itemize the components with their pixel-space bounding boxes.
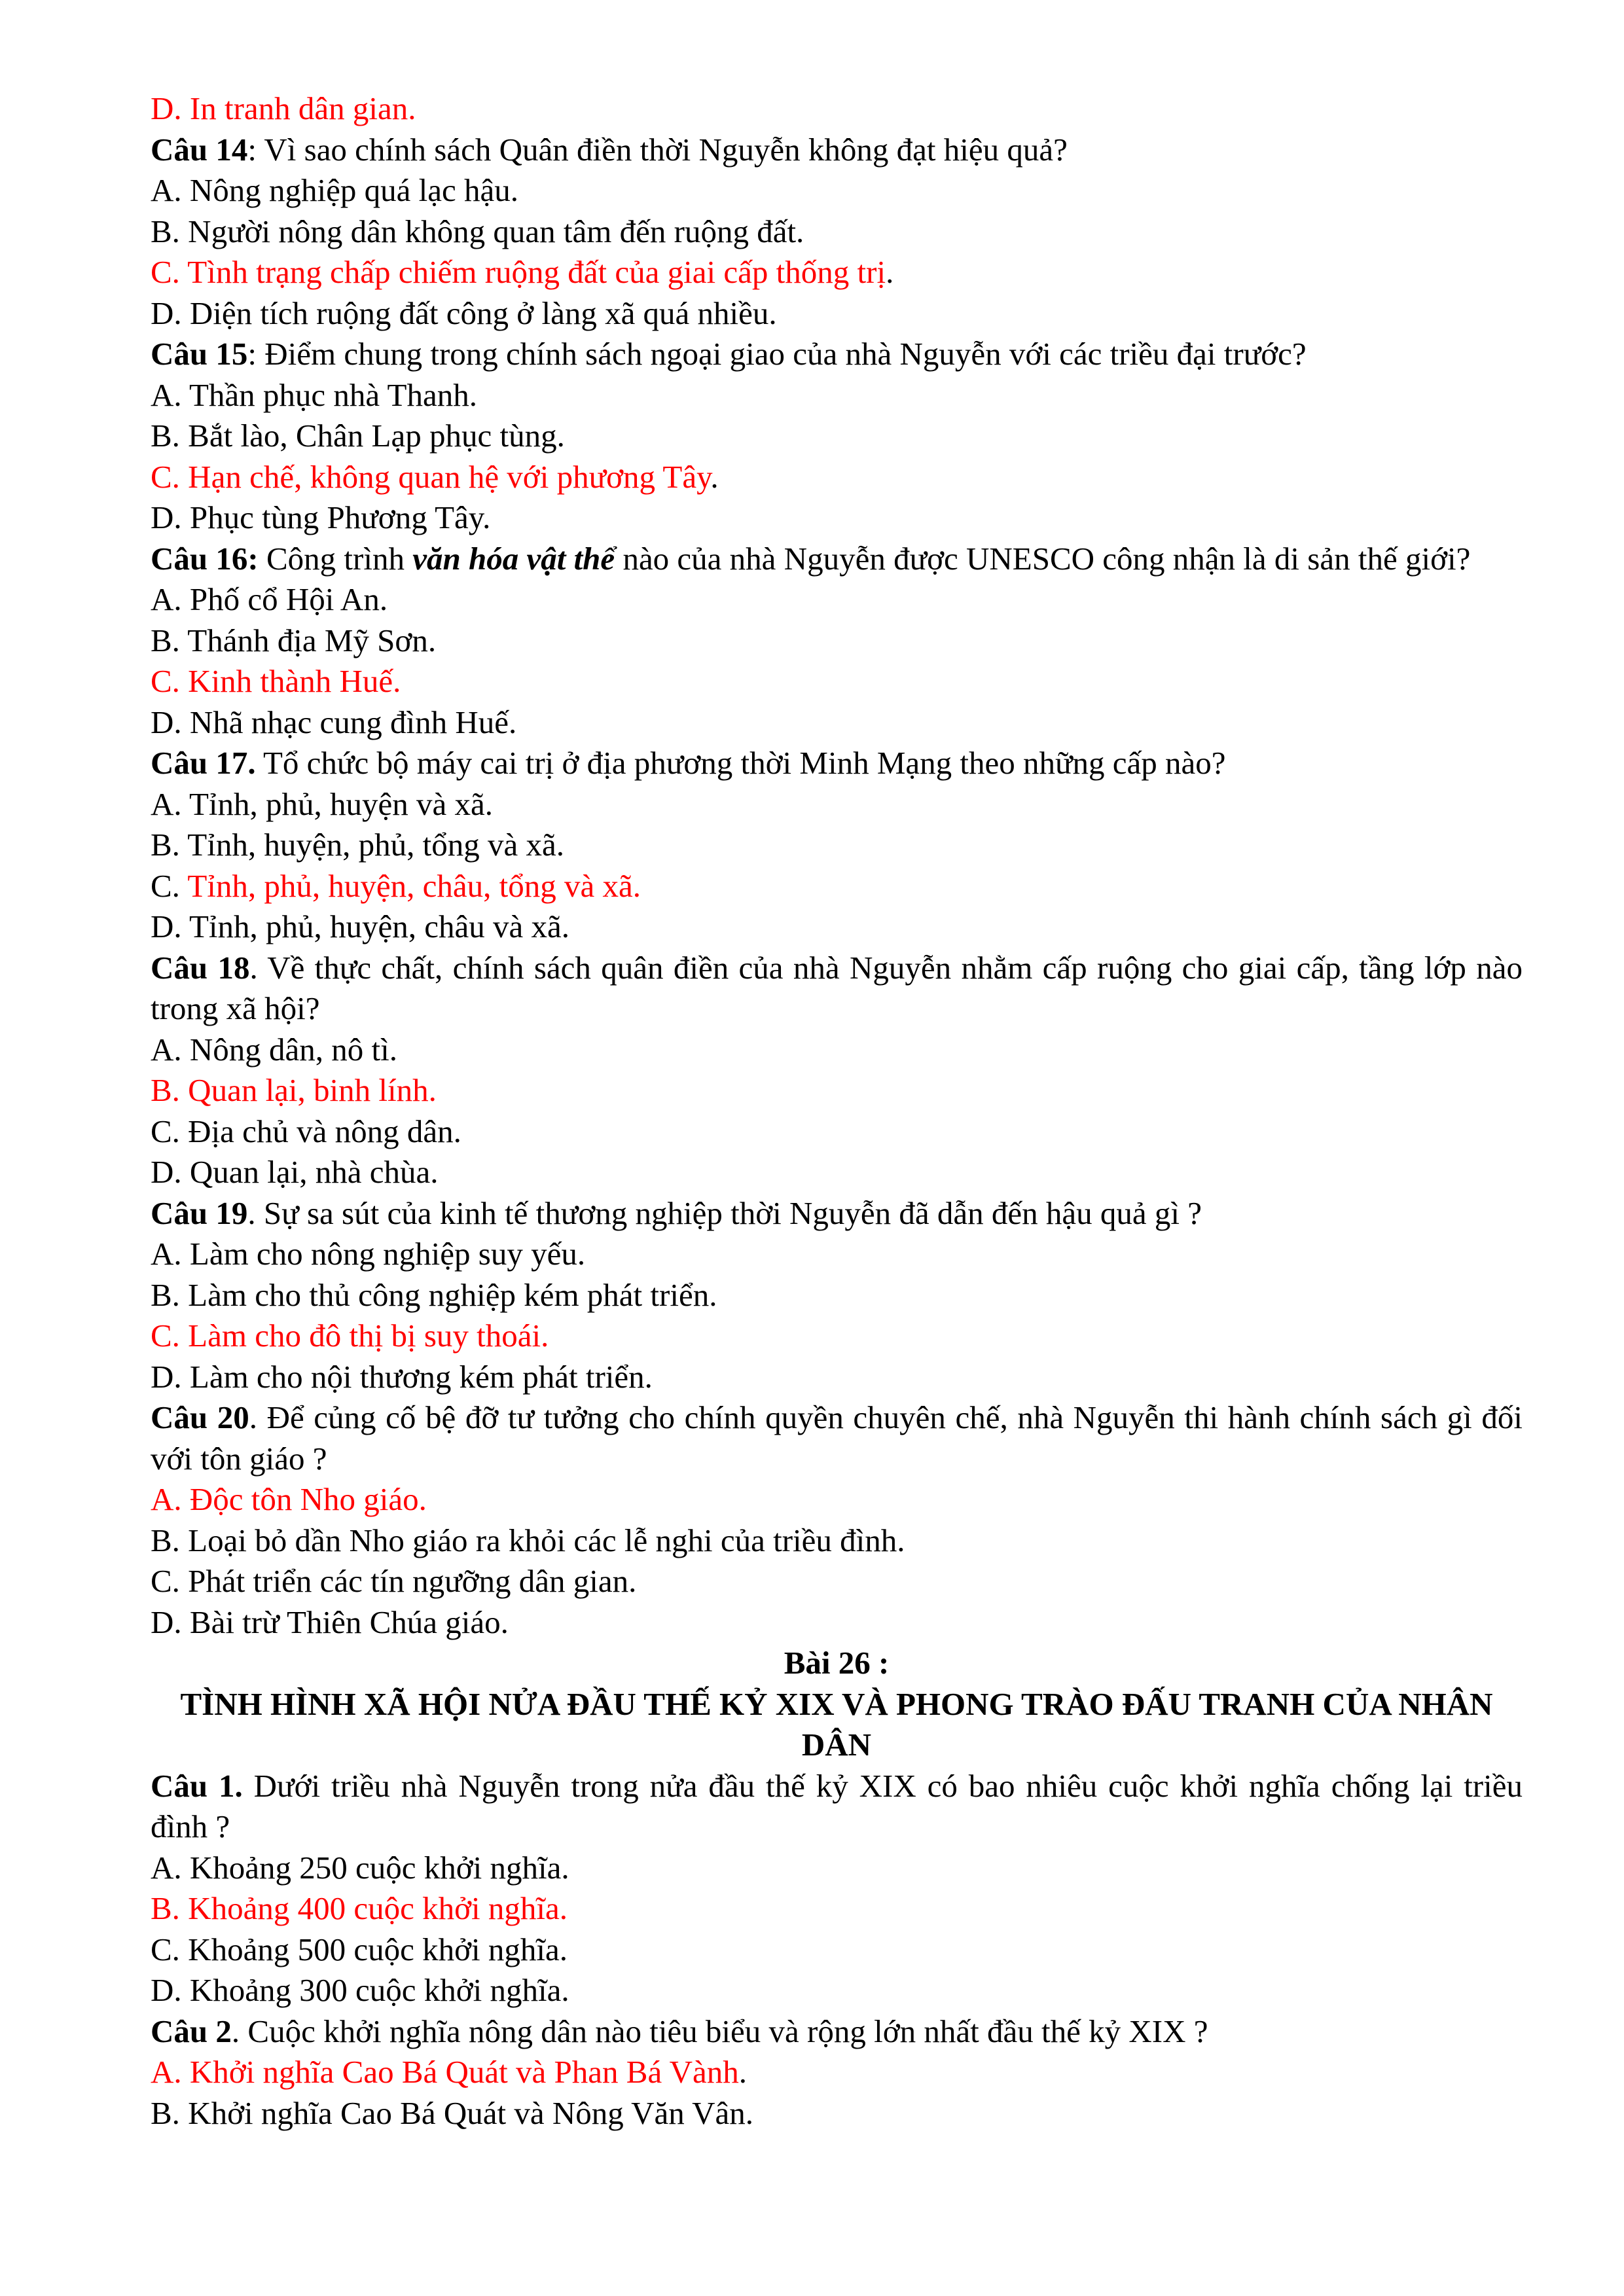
question-19 <box>151 1193 1523 1234</box>
question-label: Câu 14 <box>151 131 248 168</box>
option-17-a: A. Tỉnh, phủ, huyện và xã. <box>151 785 494 822</box>
question-label: Câu 20 <box>151 1399 249 1435</box>
question-label: Câu 17. <box>151 745 256 781</box>
question-label: Câu 1. <box>151 1767 243 1804</box>
lesson-title: TÌNH HÌNH XÃ HỘI NỬA ĐẦU THẾ KỶ XIX VÀ PHONG TRÀO ĐẤU TRANH CỦA NHÂN DÂN <box>180 1685 1493 1763</box>
option-15-d: D. Phục tùng Phương Tây. <box>151 499 491 535</box>
option-20-b: B. Loại bỏ dần Nho giáo ra khỏi các lễ nghi của triều đình. <box>151 1522 905 1558</box>
question-text: . Sự sa sút của kinh tế thương nghiệp thời Nguyễn đã dẫn đến hậu quả gì ? <box>247 1194 1202 1231</box>
option-16-c: C. Kinh thành Huế. <box>151 663 401 699</box>
question-15 <box>151 334 1523 375</box>
option-18-a: A. Nông dân, nô tì. <box>151 1031 397 1067</box>
option-14-c <box>151 252 1523 293</box>
option-1-d: D. Khoảng 300 cuộc khởi nghĩa. <box>151 1972 569 2008</box>
option-letter: C. <box>151 867 188 904</box>
question-1 <box>151 1766 1523 1848</box>
option-19-b: B. Làm cho thủ công nghiệp kém phát triển. <box>151 1276 717 1313</box>
option-2-b: B. Khởi nghĩa Cao Bá Quát và Nông Văn Vân. <box>151 2094 753 2131</box>
option-20-a: A. Độc tôn Nho giáo. <box>151 1481 427 1517</box>
option-18-b: B. Quan lại, binh lính. <box>151 1072 437 1108</box>
question-text: . Cuộc khởi nghĩa nông dân nào tiêu biểu và rộng lớn nhất đầu thế kỷ XIX ? <box>231 2013 1208 2049</box>
option-15-a: A. Thần phục nhà Thanh. <box>151 376 477 413</box>
emphasis-text: văn hóa vật thể <box>412 540 615 577</box>
option-15-b: B. Bắt lào, Chân Lạp phục tùng. <box>151 418 565 454</box>
option-19-d: D. Làm cho nội thương kém phát triển. <box>151 1358 653 1395</box>
question-2 <box>151 2011 1523 2053</box>
question-14 <box>151 130 1523 171</box>
question-label: Câu 19 <box>151 1194 248 1231</box>
option-14-d: D. Diện tích ruộng đất công ở làng xã quá nhiều. <box>151 295 777 331</box>
option-1-a: A. Khoảng 250 cuộc khởi nghĩa. <box>151 1849 569 1886</box>
correct-answer: A. Khởi nghĩa Cao Bá Quát và Phan Bá Vành <box>151 2054 739 2090</box>
question-text: nào của nhà Nguyễn được UNESCO công nhận là di sản thế giới? <box>615 540 1471 577</box>
correct-answer: Tỉnh, phủ, huyện, châu, tổng và xã. <box>187 867 641 904</box>
option-17-c <box>151 866 1523 907</box>
option-16-d: D. Nhã nhạc cung đình Huế. <box>151 704 517 740</box>
option-14-b: B. Người nông dân không quan tâm đến ruộng đất. <box>151 213 804 249</box>
option-16-b: B. Thánh địa Mỹ Sơn. <box>151 622 437 658</box>
period: . <box>738 2054 747 2090</box>
option-20-c: C. Phát triển các tín ngưỡng dân gian. <box>151 1563 637 1599</box>
question-20 <box>151 1397 1523 1479</box>
option-19-a: A. Làm cho nông nghiệp suy yếu. <box>151 1236 586 1272</box>
question-text: . Để củng cố bệ đỡ tư tưởng cho chính quyền chuyên chế, nhà Nguyễn thi hành chính sách gì đối với tôn giáo ? <box>151 1399 1523 1477</box>
question-text-pre: Công trình <box>258 540 413 577</box>
option-1-b: B. Khoảng 400 cuộc khởi nghĩa. <box>151 1890 568 1926</box>
option-19-c: C. Làm cho đô thị bị suy thoái. <box>151 1318 549 1354</box>
option-20-d: D. Bài trừ Thiên Chúa giáo. <box>151 1604 509 1640</box>
question-text: : Vì sao chính sách Quân điền thời Nguyễn không đạt hiệu quả? <box>247 131 1068 168</box>
answer-d-prev: D. In tranh dân gian. <box>151 90 416 126</box>
question-18 <box>151 948 1523 1030</box>
option-18-c: C. Địa chủ và nông dân. <box>151 1113 461 1149</box>
question-text: Dưới triều nhà Nguyễn trong nửa đầu thế kỷ XIX có bao nhiêu cuộc khởi nghĩa chống lại triều đình ? <box>151 1767 1523 1844</box>
option-16-a: A. Phố cổ Hội An. <box>151 581 388 617</box>
question-text: : Điểm chung trong chính sách ngoại giao của nhà Nguyễn với các triều đại trước? <box>247 336 1307 372</box>
option-18-d: D. Quan lại, nhà chùa. <box>151 1154 439 1190</box>
question-text: Tổ chức bộ máy cai trị ở địa phương thời Minh Mạng theo những cấp nào? <box>255 745 1226 781</box>
period: . <box>710 458 719 495</box>
lesson-number: Bài 26 : <box>784 1645 890 1681</box>
option-1-c: C. Khoảng 500 cuộc khởi nghĩa. <box>151 1931 568 1967</box>
question-label: Câu 2 <box>151 2013 232 2049</box>
question-label: Câu 18 <box>151 949 250 986</box>
option-17-b: B. Tỉnh, huyện, phủ, tổng và xã. <box>151 827 564 863</box>
question-17 <box>151 743 1523 784</box>
question-label: Câu 15 <box>151 336 248 372</box>
option-15-c <box>151 457 1523 498</box>
option-14-a: A. Nông nghiệp quá lạc hậu. <box>151 172 518 208</box>
option-2-a <box>151 2052 1523 2093</box>
period: . <box>886 254 894 290</box>
option-17-d: D. Tỉnh, phủ, huyện, châu và xã. <box>151 908 570 944</box>
correct-answer: C. Tình trạng chấp chiếm ruộng đất của giai cấp thống trị <box>151 254 886 290</box>
correct-answer: C. Hạn chế, không quan hệ với phương Tây <box>151 458 711 495</box>
question-label: Câu 16: <box>151 540 259 577</box>
question-16 <box>151 539 1523 580</box>
question-text: . Về thực chất, chính sách quân điền của nhà Nguyễn nhằm cấp ruộng cho giai cấp, tầng lớp nào trong xã hội? <box>151 949 1523 1026</box>
